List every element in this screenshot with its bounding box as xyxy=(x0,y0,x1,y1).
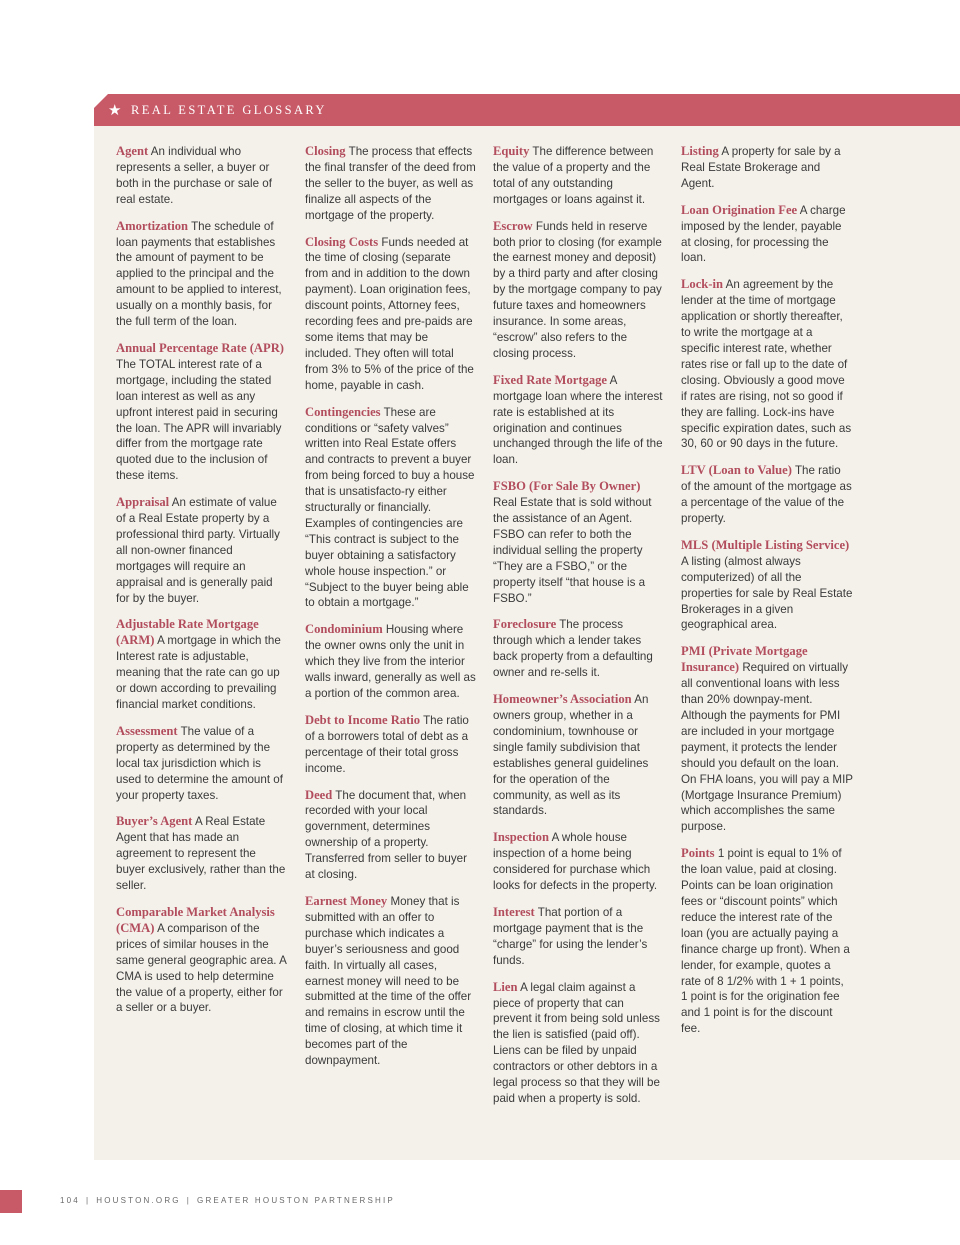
glossary-entry xyxy=(305,405,477,612)
glossary-term: FSBO (For Sale By Owner) xyxy=(493,479,641,494)
glossary-definition: These are conditions or “safety valves” written into Real Estate offers and contracts to prevent a buyer from being forced to buy a house that is unsatisfacto-ry either structurally or financially. Examples of contingencies are “This contract is subject to the buyer obtaining a satisfactory whole house inspection.” or “Subject to the buyer being able to obtain a mortgage.” xyxy=(305,405,475,610)
glossary-term: Points xyxy=(681,846,715,861)
glossary-definition: The value of a property as determined by the local tax jurisdiction which is used to determine the amount of your property taxes. xyxy=(116,724,283,802)
glossary-term: Escrow xyxy=(493,218,533,233)
glossary-entry xyxy=(305,622,477,702)
glossary-entry xyxy=(305,788,477,883)
glossary-entry xyxy=(305,235,477,394)
glossary-definition: The process that effects the final transfer of the deed from the seller to the buyer, as well as finalize all aspects of the mortgage of the property. xyxy=(305,145,476,222)
glossary-definition: 1 point is equal to 1% of the loan value, paid at closing. Points can be loan origination fees or “discount points” which reduce the interest rate of the loan (you are actually paying a finance charge up front). When a lender, for example, quotes a rate of 8 1/2% with 1 + 1 points, 1 point is for the origination fee and 1 point is for the discount fee. xyxy=(681,847,850,1036)
glossary-entry xyxy=(681,538,853,633)
page-number: 104 xyxy=(60,1196,80,1205)
glossary-term: PMI (Private Mortgage Insurance) xyxy=(681,644,808,675)
glossary-definition: The ratio of the amount of the mortgage as a percentage of the value of the property. xyxy=(681,464,852,526)
glossary-term: Buyer’s Agent xyxy=(116,814,193,829)
glossary-definition: A mortgage in which the Interest rate is adjustable, meaning that the rate can go up or down according to prevailing financial market conditions. xyxy=(116,634,281,711)
glossary-definition: The TOTAL interest rate of a mortgage, including the stated loan interest as well as any upfront interest paid in securing the loan. The APR will invariably differ from the mortgage rate quoted due to the inclusion of these items. xyxy=(116,357,282,483)
glossary-term: MLS (Multiple Listing Service) xyxy=(681,537,850,552)
glossary-column-4 xyxy=(681,144,853,1048)
glossary-entry xyxy=(305,144,477,224)
glossary-entry xyxy=(116,814,288,894)
glossary-term: Comparable Market Analysis (CMA) xyxy=(116,904,275,935)
page-footer xyxy=(60,1195,395,1207)
glossary-definition: The process through which a lender takes back property from a defaulting owner and re-sells it. xyxy=(493,618,653,680)
glossary-entry xyxy=(493,373,665,468)
glossary-definition: A property for sale by a Real Estate Brokerage and Agent. xyxy=(681,145,841,190)
glossary-term: Fixed Rate Mortgage xyxy=(493,372,608,387)
glossary-definition: The ratio of a borrowers total of debt as a percentage of their total gross income. xyxy=(305,713,469,775)
section-title: REAL ESTATE GLOSSARY xyxy=(131,103,327,117)
glossary-term: Loan Origination Fee xyxy=(681,202,798,217)
glossary-entry xyxy=(116,495,288,606)
glossary-definition: Real Estate that is sold without the assistance of an Agent. FSBO can refer to both the individual selling the property “They are a FSBO,” or the property itself “that house is a FSBO.” xyxy=(493,496,652,605)
star-icon: ★ xyxy=(108,101,122,119)
glossary-term: Assessment xyxy=(116,723,178,738)
glossary-entry xyxy=(116,617,288,712)
glossary-entry xyxy=(493,692,665,819)
glossary-term: Inspection xyxy=(493,830,549,845)
glossary-entry xyxy=(681,846,853,1037)
glossary-entry xyxy=(681,463,853,527)
footer-publisher: GREATER HOUSTON PARTNERSHIP xyxy=(197,1196,395,1205)
glossary-entry xyxy=(493,617,665,681)
header-corner-notch xyxy=(94,94,108,108)
glossary-definition: Funds held in reserve both prior to closing (for example the earnest money and deposit) by a third party and after closing by the mortgage company to pay future taxes and homeowners insurance. In some areas, “escrow” also refers to the closing process. xyxy=(493,219,662,360)
glossary-term: Agent xyxy=(116,144,149,158)
glossary-definition: Housing where the owner owns only the unit in which they live from the interior walls inward, generally as well as a portion of the common area. xyxy=(305,623,476,700)
glossary-definition: That portion of a mortgage payment that is the “charge” for using the lender’s funds. xyxy=(493,905,648,967)
glossary-definition: A charge imposed by the lender, payable at closing, for processing the loan. xyxy=(681,203,846,265)
glossary-entry xyxy=(116,905,288,1016)
glossary-term: Annual Percentage Rate (APR) xyxy=(116,340,284,355)
glossary-entry xyxy=(493,479,665,606)
glossary-entry xyxy=(493,219,665,362)
glossary-entry xyxy=(305,894,477,1069)
glossary-term: Equity xyxy=(493,144,530,158)
glossary-column-3 xyxy=(493,144,665,1118)
footer-separator: | xyxy=(186,1196,192,1205)
glossary-entry xyxy=(116,341,288,484)
glossary-term: Adjustable Rate Mortgage (ARM) xyxy=(116,617,259,648)
glossary-entry xyxy=(681,144,853,192)
glossary-entry xyxy=(493,980,665,1107)
glossary-term: Interest xyxy=(493,904,535,919)
glossary-definition: An estimate of value of a Real Estate property by a professional third party. Virtually all non-owner financed mortgages will require an appraisal and is generally paid for by the buyer. xyxy=(116,496,280,605)
glossary-definition: A legal claim against a piece of property that can prevent it from being sold unless the lien is satisfied (paid off). Liens can be filed by unpaid contractors or other debtors in a legal process so that they will be paid when a property is sold. xyxy=(493,980,660,1105)
glossary-term: Foreclosure xyxy=(493,617,557,632)
glossary-term: Contingencies xyxy=(305,404,381,419)
glossary-definition: A listing (almost always computerized) of all the properties for sale by Real Estate Brokerages in a given geographical area. xyxy=(681,554,853,632)
glossary-column-2 xyxy=(305,144,477,1080)
glossary-term: Debt to Income Ratio xyxy=(305,712,421,727)
glossary-entry xyxy=(681,644,853,835)
glossary-term: Deed xyxy=(305,787,333,802)
glossary-definition: A comparison of the prices of similar houses in the same general geographic area. A CMA is used to help determine the value of a property, either for a seller or a buyer. xyxy=(116,921,287,1015)
glossary-term: Lien xyxy=(493,979,518,994)
glossary-term: Earnest Money xyxy=(305,893,388,908)
glossary-definition: The document that, when recorded with your local government, determines ownership of a property. Transferred from seller to buyer at closing. xyxy=(305,788,467,882)
glossary-entry xyxy=(305,713,477,777)
glossary-term: Closing xyxy=(305,144,346,158)
glossary-definition: Money that is submitted with an offer to purchase which indicates a buyer’s seriousness and good faith. In virtually all cases, earnest money will need to be submitted at the time of the offer and remains in escrow until the time of closing, at which time it becomes part of the downpayment. xyxy=(305,894,472,1068)
glossary-entry xyxy=(116,219,288,330)
glossary-term: Condominium xyxy=(305,622,383,637)
glossary-term: Homeowner’s Association xyxy=(493,692,632,707)
glossary-term: Amortization xyxy=(116,218,189,233)
glossary-term: Closing Costs xyxy=(305,234,379,249)
glossary-column-1 xyxy=(116,144,288,1027)
glossary-term: LTV (Loan to Value) xyxy=(681,463,792,478)
glossary-definition: A whole house inspection of a home being considered for purchase which looks for defects in the property. xyxy=(493,831,658,893)
glossary-definition: An agreement by the lender at the time of mortgage application or shortly thereafter, to write the mortgage at a specific interest rate, whether rates rise or fall up to the date of closing. Obviously a good move if rates are rising, not so good if they are falling. Lock-ins have specific expiration dates, such as 30, 60 or 90 days in the future. xyxy=(681,278,852,451)
footer-site: HOUSTON.ORG xyxy=(96,1196,181,1205)
glossary-definition: An owners group, whether in a condominium, townhouse or single family subdivision that establishes general guidelines for the operation of the community, as well as its standards. xyxy=(493,693,649,818)
footer-accent-square xyxy=(0,1190,22,1213)
glossary-definition: An individual who represents a seller, a buyer or both in the purchase or sale of real estate. xyxy=(116,145,272,206)
glossary-term: Lock-in xyxy=(681,277,723,292)
glossary-definition: The difference between the value of a property and the total of any outstanding mortgages or loans against it. xyxy=(493,145,654,206)
glossary-definition: A mortgage loan where the interest rate is established at its origination and continues unchanged through the life of the loan. xyxy=(493,373,663,467)
glossary-definition: A Real Estate Agent that has made an agreement to represent the buyer exclusively, rather than the seller. xyxy=(116,815,286,893)
footer-separator: | xyxy=(85,1196,91,1205)
glossary-entry xyxy=(681,203,853,267)
glossary-definition: The schedule of loan payments that establishes the amount of payment to be applied to the principal and the amount to be applied to interest, usually on a monthly basis, for the full term of the loan. xyxy=(116,219,282,329)
glossary-definition: Required on virtually all conventional loans with less than 20% downpay-ment. Although the payments for PMI are included in your mortgage payment, it protects the lender should you default on the loan. On FHA loans, you will pay a MIP (Mortgage Insurance Premium) which accomplishes the same purpose. xyxy=(681,661,853,834)
glossary-entry xyxy=(116,144,288,208)
glossary-entry xyxy=(493,144,665,208)
glossary-entry xyxy=(681,277,853,452)
glossary-entry xyxy=(116,724,288,804)
glossary-entry xyxy=(493,830,665,894)
glossary-entry xyxy=(493,905,665,969)
glossary-term: Listing xyxy=(681,144,719,158)
glossary-definition: Funds needed at the time of closing (separate from and in addition to the down payment). Loan origination fees, discount points, Attorney fees, recording fees and pre-paids are some items that may be included. They often will total from 3% to 5% of the price of the home, payable in cash. xyxy=(305,235,474,392)
glossary-term: Appraisal xyxy=(116,495,170,510)
